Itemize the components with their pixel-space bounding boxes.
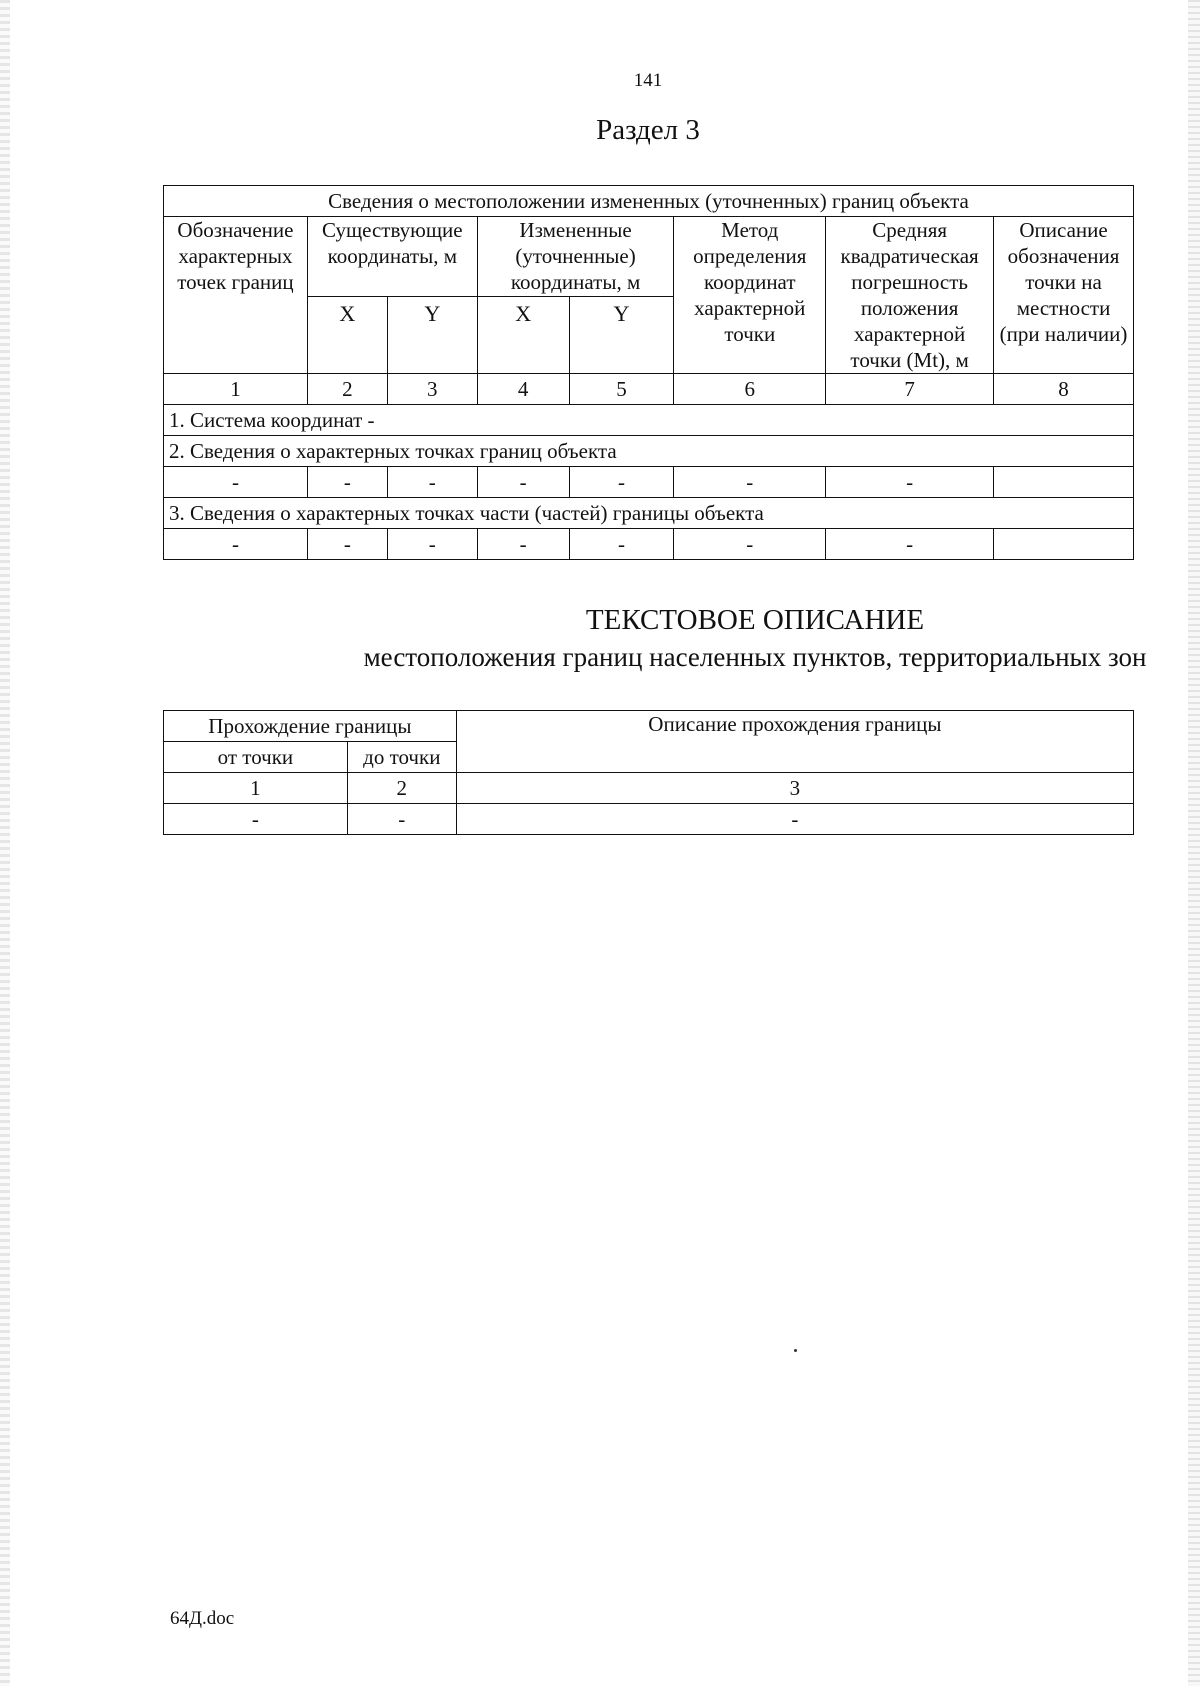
table-cell: - (826, 467, 994, 498)
scan-edge-left (0, 0, 10, 1686)
header-from-point: от точки (164, 742, 348, 773)
column-number-row (164, 773, 1134, 804)
header-mean-error: Средняя квадратическая погрешность положения характерной точки (Mt), м (826, 217, 994, 374)
row-part-points-title: 3. Сведения о характерных точках части (частей) границы объекта (164, 498, 1134, 529)
table-cell: - (456, 804, 1133, 835)
table-row (164, 529, 1134, 560)
column-number: 8 (994, 374, 1134, 405)
column-number: 3 (456, 773, 1133, 804)
table-row (164, 467, 1134, 498)
table-cell: - (387, 467, 477, 498)
header-passage: Прохождение границы (164, 711, 457, 742)
column-number: 7 (826, 374, 994, 405)
row-coord-system: 1. Система координат - (164, 405, 1134, 436)
table-caption: Сведения о местоположении измененных (уточненных) границ объекта (164, 186, 1134, 217)
page-number: 141 (633, 70, 663, 91)
table-cell: - (569, 529, 674, 560)
column-number: 1 (164, 773, 348, 804)
table-cell: - (477, 529, 569, 560)
table-cell: - (307, 529, 387, 560)
table-cell: - (164, 804, 348, 835)
column-number: 1 (164, 374, 308, 405)
header-existing-coords: Существующие координаты, м (307, 217, 477, 297)
column-number: 4 (477, 374, 569, 405)
table-cell: - (347, 804, 456, 835)
table-row (164, 804, 1134, 835)
scan-speck (794, 1349, 797, 1352)
column-number: 6 (674, 374, 826, 405)
table-cell (994, 467, 1134, 498)
table-cell: - (164, 529, 308, 560)
column-number: 2 (307, 374, 387, 405)
table-cell: - (569, 467, 674, 498)
column-number: 3 (387, 374, 477, 405)
section-title: Раздел 3 (596, 114, 700, 146)
header-changed-x: X (477, 297, 569, 374)
text-description-heading: ТЕКСТОВОЕ ОПИСАНИЕ (585, 604, 925, 636)
header-method: Метод определения координат характерной точки (674, 217, 826, 374)
header-existing-x: X (307, 297, 387, 374)
text-description-subheading: местоположения границ населенных пунктов, территориальных зон (363, 642, 1147, 672)
column-number: 2 (347, 773, 456, 804)
table-cell: - (307, 467, 387, 498)
row-points-title: 2. Сведения о характерных точках границ объекта (164, 436, 1134, 467)
header-existing-y: Y (387, 297, 477, 374)
header-changed-y: Y (569, 297, 674, 374)
table-cell (994, 529, 1134, 560)
table-cell: - (674, 529, 826, 560)
header-to-point: до точки (347, 742, 456, 773)
header-changed-coords: Измененные (уточненные) координаты, м (477, 217, 674, 297)
table-cell: - (674, 467, 826, 498)
header-point-designation: Обозначение характерных точек границ (164, 217, 308, 374)
table-cell: - (387, 529, 477, 560)
column-number-row (164, 374, 1134, 405)
header-description: Описание обозначения точки на местности (при наличии) (994, 217, 1134, 374)
table-cell: - (826, 529, 994, 560)
boundary-coordinates-table (163, 185, 1134, 560)
table-cell: - (164, 467, 308, 498)
scan-edge-right (1188, 0, 1200, 1686)
footer-filename: 64Д.doc (170, 1608, 235, 1629)
boundary-passage-table (163, 710, 1134, 835)
header-passage-description: Описание прохождения границы (456, 711, 1133, 773)
column-number: 5 (569, 374, 674, 405)
table-cell: - (477, 467, 569, 498)
